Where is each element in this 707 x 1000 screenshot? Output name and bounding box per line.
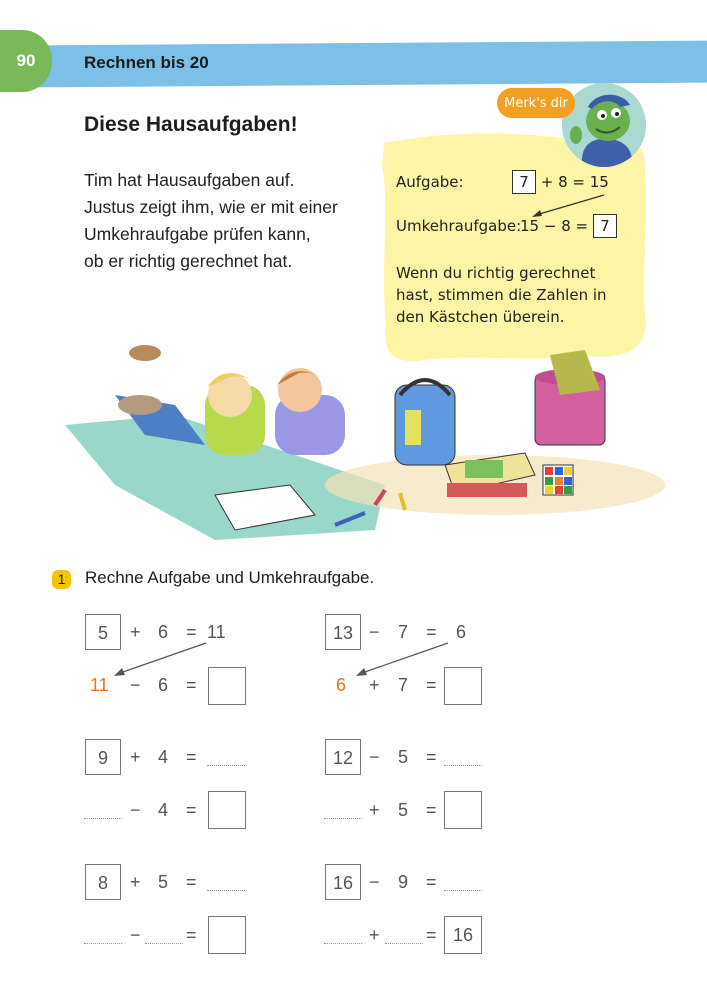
equals: = [186,872,197,892]
fill-in-line[interactable] [444,889,482,891]
answer-box[interactable]: 13 [325,614,361,650]
merk-note [396,262,607,328]
aufgabe-equation [512,170,609,194]
operand: 6 [158,675,169,695]
answer-box[interactable] [444,667,482,705]
answer-box[interactable]: 12 [325,739,361,775]
answer-box[interactable]: 9 [85,739,121,775]
operator: − [369,622,380,642]
umkehr-answer-box: 7 [593,214,617,238]
equals: = [186,925,197,945]
answer-box[interactable]: 8 [85,864,121,900]
operator: + [130,747,141,767]
intro-line: Umkehraufgabe prüfen kann, [84,224,311,244]
result: 6 [456,622,467,642]
note-line: den Kästchen überein. [396,308,565,326]
operator: + [369,675,380,695]
fill-in-line[interactable] [207,764,245,766]
equals: = [426,872,437,892]
operand: 6 [158,622,169,642]
exercise-number-badge: 1 [52,570,71,589]
fill-in-line[interactable] [324,942,362,944]
answer-box[interactable] [208,791,246,829]
equals: = [186,800,197,820]
intro-text [84,167,338,275]
operator: − [369,747,380,767]
equals: = [426,747,437,767]
aufgabe-label: Aufgabe: [396,173,464,191]
note-line: hast, stimmen die Zahlen in [396,286,607,304]
answer-box[interactable]: 5 [85,614,121,650]
equals: = [186,675,197,695]
equals: = [426,800,437,820]
answer-box[interactable]: 16 [325,864,361,900]
fill-in-line[interactable] [145,942,183,944]
operand: 9 [398,872,409,892]
mascot-avatar [562,83,646,167]
operator: − [130,675,141,695]
fill-in-line[interactable] [84,942,122,944]
operator: + [130,872,141,892]
fill-in-line[interactable] [84,817,122,819]
equals: = [186,747,197,767]
equals: = [426,925,437,945]
note-line: Wenn du richtig gerechnet [396,264,596,282]
chapter-title: Rechnen bis 20 [84,53,209,72]
operator: − [369,872,380,892]
result: 11 [207,622,226,642]
fill-in-line[interactable] [207,889,245,891]
aufgabe-rest: + 8 = 15 [540,173,609,191]
operand: 4 [158,747,169,767]
operator: − [130,800,141,820]
fill-in-line[interactable] [385,942,423,944]
operand: 5 [158,872,169,892]
page-number: 90 [0,30,52,92]
operator: + [369,925,380,945]
umkehr-start: 11 [90,675,109,695]
lesson-title: Diese Hausaufgaben! [84,113,298,136]
dragon-mascot-icon [562,83,646,167]
answer-box[interactable] [208,916,246,954]
homework-illustration [55,335,665,545]
operand: 5 [398,747,409,767]
equals: = [186,622,197,642]
umkehr-start: 6 [336,675,347,695]
operand: 5 [398,800,409,820]
operand: 4 [158,800,169,820]
fill-in-line[interactable] [324,817,362,819]
fill-in-line[interactable] [444,764,482,766]
merk-dir-bubble: Merk's dir [497,88,575,118]
umkehr-equation [520,214,617,238]
umkehr-rest: 15 − 8 = [520,217,589,235]
aufgabe-answer-box: 7 [512,170,536,194]
answer-box[interactable] [444,791,482,829]
answer-box[interactable] [208,667,246,705]
exercise-instruction: Rechne Aufgabe und Umkehraufgabe. [85,568,375,587]
intro-line: Tim hat Hausaufgaben auf. [84,170,295,190]
equals: = [426,675,437,695]
intro-line: ob er richtig gerechnet hat. [84,251,293,271]
operand: 7 [398,622,409,642]
operator: + [130,622,141,642]
intro-line: Justus zeigt ihm, wie er mit einer [84,197,338,217]
answer-box[interactable]: 16 [444,916,482,954]
umkehr-label: Umkehraufgabe: [396,217,522,235]
operand: 7 [398,675,409,695]
operator: − [130,925,141,945]
operator: + [369,800,380,820]
equals: = [426,622,437,642]
